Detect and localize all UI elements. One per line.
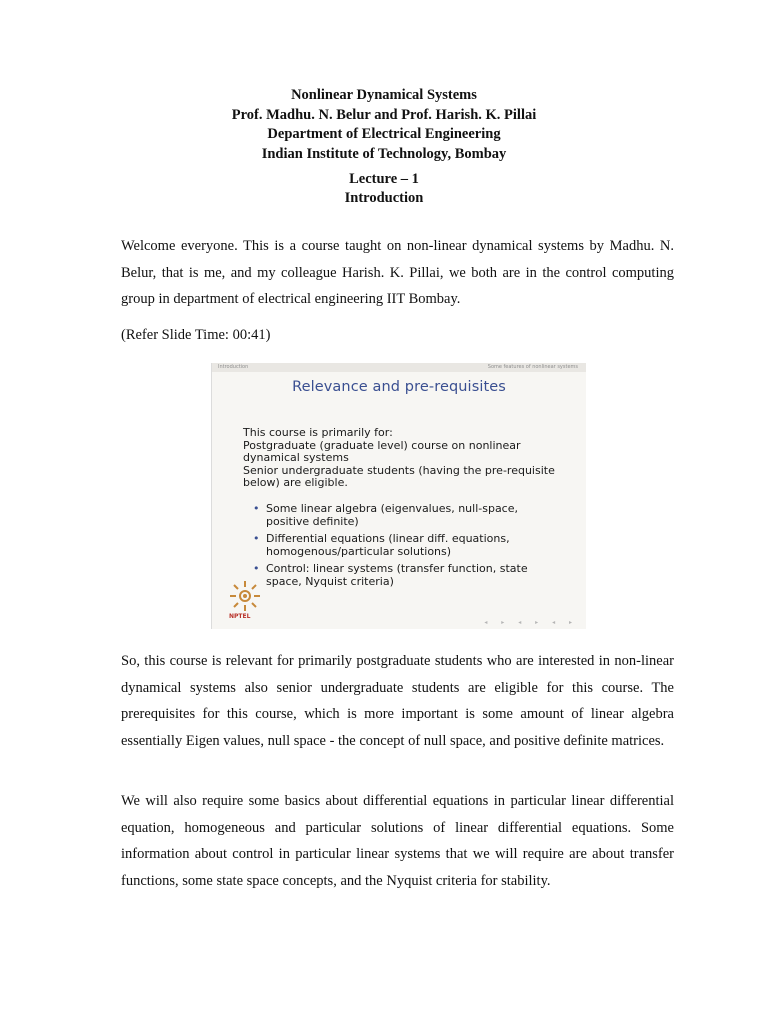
slide-bullet-line: homogenous/particular solutions) — [266, 544, 452, 558]
slide-bullet-line: Differential equations (linear diff. equations, — [266, 532, 510, 546]
slide-nav-controls: ◂ ▸ ◂ ▸ ◂ ▸ — [484, 619, 578, 626]
lecture-slide-image — [211, 363, 586, 629]
slide-bullet — [252, 533, 572, 558]
lecture-title: Introduction — [344, 190, 424, 206]
document-header — [0, 86, 768, 164]
slide-bullet-line: positive definite) — [266, 514, 359, 528]
lecture-number: Lecture – 1 — [349, 171, 419, 187]
bullet-dot-icon: • — [253, 562, 260, 576]
course-title: Nonlinear Dynamical Systems — [291, 87, 477, 103]
slide-section-label: Introduction — [218, 364, 249, 370]
slide-subsection-label: Some features of nonlinear systems — [487, 364, 578, 370]
slide-body — [243, 427, 573, 490]
department: Department of Electrical Engineering — [267, 126, 501, 142]
nptel-logo-icon — [224, 576, 266, 618]
lecture-heading — [0, 170, 768, 208]
slide-bullet — [252, 563, 572, 588]
slide-bullet-line: Some linear algebra (eigenvalues, null-space, — [266, 502, 518, 515]
slide-body-line: This course is primarily for: — [243, 426, 393, 439]
slide-title: Relevance and pre-requisites — [292, 379, 506, 395]
paragraph-prerequisites: We will also require some basics about differential equations in particular linear differential equation, homogeneous and particular solutions of linear differential equations. Some information about control in particular linear systems that we will require are about transfer functions, some state space concepts, and the Nyquist criteria for stability. — [121, 793, 674, 889]
paragraph-course-relevance: So, this course is relevant for primarily postgraduate students who are interested in non-linear dynamical systems also senior undergraduate students are eligible for this course. The prerequisites for this course, which is more important is some amount of linear algebra essentially Eigen values, null space - the concept of null space, and positive definite matrices. — [121, 653, 674, 749]
slide-body-line: dynamical systems — [243, 451, 349, 465]
paragraph-welcome: Welcome everyone. This is a course taught on non-linear dynamical systems by Madhu. N. Belur, that is me, and my colleague Harish. K. Pillai, we both are in the control computing group in department of electrical engineering IIT Bombay. — [121, 238, 674, 307]
bullet-dot-icon: • — [253, 532, 260, 546]
slide-body-line: below) are eligible. — [243, 476, 348, 490]
slide-bullet-list — [252, 503, 572, 594]
slide-topbar — [212, 363, 586, 372]
professors: Prof. Madhu. N. Belur and Prof. Harish. K. Pillai — [231, 106, 537, 123]
nptel-logo-text: NPTEL — [229, 613, 251, 620]
refer-slide-time: (Refer Slide Time: 00:41) — [121, 327, 271, 343]
institute: Indian Institute of Technology, Bombay — [261, 145, 507, 162]
slide-bullet — [252, 503, 572, 528]
slide-body-line: Senior undergraduate students (having the pre-requisite — [243, 463, 555, 477]
slide-bullet-line: Control: linear systems (transfer function, state — [266, 562, 528, 576]
bullet-dot-icon: • — [253, 502, 260, 515]
slide-bullet-line: space, Nyquist criteria) — [266, 574, 394, 588]
slide-body-line: Postgraduate (graduate level) course on nonlinear — [243, 438, 521, 452]
